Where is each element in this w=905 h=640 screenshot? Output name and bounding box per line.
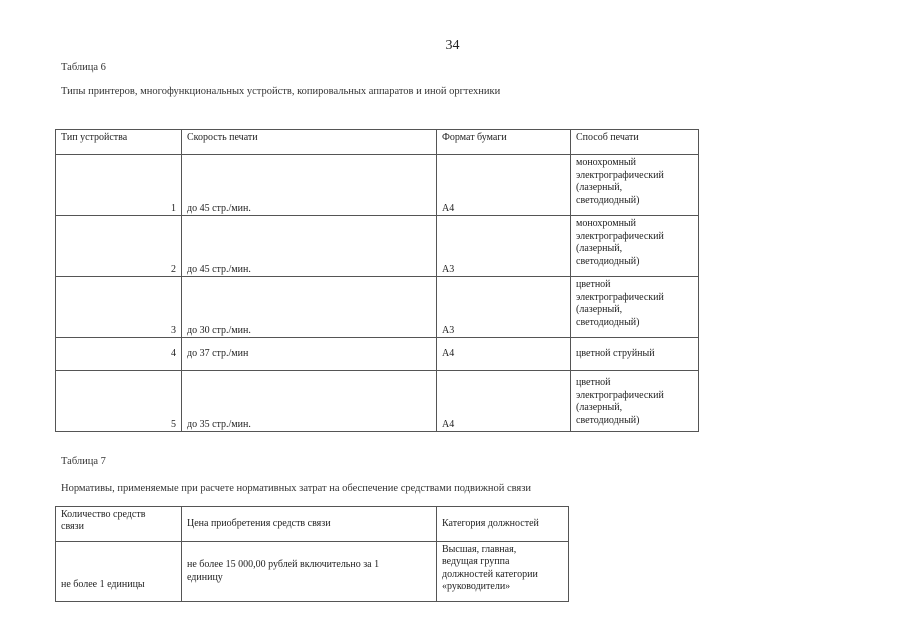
method-line: (лазерный, (576, 304, 623, 316)
format-cell (437, 216, 571, 277)
method-line: цветной струйный (576, 347, 655, 359)
device-type-number: 2 (171, 263, 176, 275)
table7-header-cell (437, 507, 569, 542)
format-value: А3 (442, 263, 455, 275)
speed-cell (182, 338, 437, 371)
speed-value: до 45 стр./мин. (187, 263, 251, 275)
price-line: единицу (187, 571, 223, 583)
format-cell (437, 371, 571, 432)
header-line: связи (61, 521, 84, 533)
method-cell (571, 338, 699, 371)
device-type-cell (56, 155, 182, 216)
table6-header-cell: Тип устройства (56, 130, 182, 155)
method-cell (571, 155, 699, 216)
format-cell (437, 277, 571, 338)
method-cell (571, 277, 699, 338)
table7-title: Нормативы, применяемые при расчете нормативных затрат на обеспечение средствами подвижной связи (61, 483, 532, 494)
table7-header-cell (182, 507, 437, 542)
method-line: (лазерный, (576, 243, 623, 255)
table-row (56, 277, 699, 338)
speed-value: до 37 стр./мин (187, 347, 249, 359)
table6 (55, 129, 699, 432)
table7-header-row (56, 507, 569, 542)
device-type-number: 3 (171, 324, 176, 336)
header-line: Количество средств (61, 509, 146, 520)
speed-value: до 35 стр./мин. (187, 418, 251, 430)
device-type-number: 1 (171, 202, 176, 214)
category-cell (437, 542, 569, 602)
method-cell (571, 216, 699, 277)
method-line: (лазерный, (576, 182, 623, 194)
table-row (56, 371, 699, 432)
quantity-cell (56, 542, 182, 602)
table7-label: Таблица 7 (61, 456, 106, 467)
device-type-number: 5 (171, 418, 176, 430)
method-line: электрографический (576, 169, 664, 181)
format-value: А4 (442, 418, 455, 430)
category-line: «руководители» (442, 581, 511, 593)
format-value: А3 (442, 324, 455, 336)
method-line: электрографический (576, 389, 664, 401)
method-line: светодиодный) (576, 414, 640, 426)
device-type-cell (56, 216, 182, 277)
method-line: светодиодный) (576, 316, 640, 328)
method-line: светодиодный) (576, 255, 640, 267)
format-value: А4 (442, 202, 455, 214)
quantity-value: не более 1 единицы (61, 578, 145, 590)
method-line: электрографический (576, 291, 664, 303)
method-line: (лазерный, (576, 402, 623, 414)
device-type-number: 4 (171, 347, 176, 359)
method-line: светодиодный) (576, 194, 640, 206)
table6-title: Типы принтеров, многофункциональных устройств, копировальных аппаратов и иной оргтехники (61, 86, 501, 97)
device-type-cell (56, 371, 182, 432)
format-cell (437, 155, 571, 216)
method-line: монохромный (576, 157, 636, 169)
category-line: должностей категории (442, 568, 538, 580)
speed-cell (182, 216, 437, 277)
table-row (56, 338, 699, 371)
method-cell (571, 371, 699, 432)
table-row (56, 216, 699, 277)
speed-cell (182, 155, 437, 216)
table6-header-cell: Скорость печати (182, 130, 437, 155)
method-line: монохромный (576, 218, 636, 230)
method-line: электрографический (576, 230, 664, 242)
table-row (56, 155, 699, 216)
format-value: А4 (442, 347, 455, 359)
table7-header-cell (56, 507, 182, 542)
price-cell (182, 542, 437, 602)
table6-header-row (56, 130, 699, 155)
category-line: ведущая группа (442, 556, 510, 568)
speed-value: до 45 стр./мин. (187, 202, 251, 214)
price-line: не более 15 000,00 рублей включительно за 1 (187, 559, 380, 571)
table6-header-cell: Формат бумаги (437, 130, 571, 155)
method-line: цветной (576, 279, 611, 291)
speed-value: до 30 стр./мин. (187, 324, 251, 336)
category-line: Высшая, главная, (442, 544, 517, 555)
device-type-cell (56, 338, 182, 371)
table-row (56, 542, 569, 602)
format-cell (437, 338, 571, 371)
device-type-cell (56, 277, 182, 338)
table7 (55, 506, 569, 602)
header-line: Цена приобретения средств связи (187, 517, 331, 529)
table6-header-cell: Способ печати (571, 130, 699, 155)
page-number: 34 (445, 38, 460, 53)
method-line: цветной (576, 377, 611, 389)
speed-cell (182, 277, 437, 338)
table6-label: Таблица 6 (61, 62, 106, 73)
speed-cell (182, 371, 437, 432)
header-line: Категория должностей (442, 517, 539, 529)
